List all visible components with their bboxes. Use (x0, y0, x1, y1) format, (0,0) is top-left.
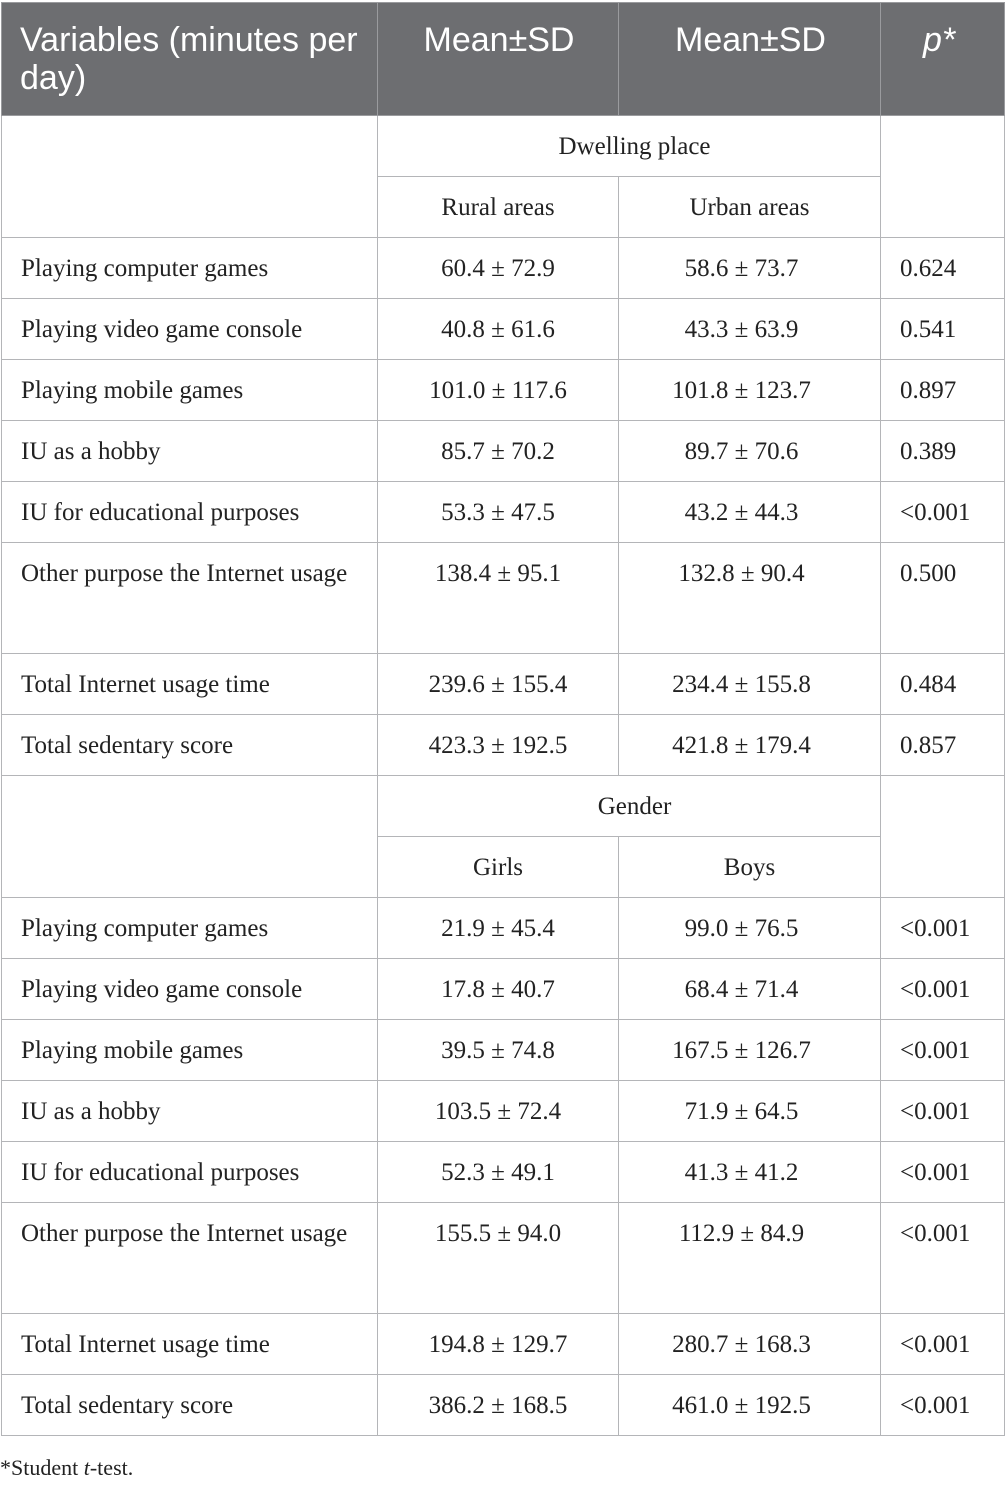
footnote-italic: t (83, 1455, 90, 1480)
subgroup-rural: Rural areas (378, 177, 619, 238)
table-row (2, 543, 1005, 654)
row-value-b: 421.8 ± 179.4 (619, 715, 881, 776)
subgroup-girls: Girls (378, 837, 619, 898)
row-label: Total Internet usage time (2, 1314, 378, 1375)
row-value-a: 194.8 ± 129.7 (378, 1314, 619, 1375)
group-header-row (2, 116, 1005, 177)
row-label: Playing mobile games (2, 1020, 378, 1081)
table-row (2, 1020, 1005, 1081)
row-label: IU as a hobby (2, 1081, 378, 1142)
table-row (2, 1081, 1005, 1142)
row-value-a: 155.5 ± 94.0 (378, 1203, 619, 1314)
row-value-b: 167.5 ± 126.7 (619, 1020, 881, 1081)
header-mean-sd-1: Mean±SD (378, 3, 619, 116)
header-p-value: p* (881, 3, 1005, 116)
row-p-value: <0.001 (881, 1142, 1005, 1203)
row-p-value: 0.484 (881, 654, 1005, 715)
row-label: Playing video game console (2, 299, 378, 360)
row-value-b: 43.3 ± 63.9 (619, 299, 881, 360)
row-value-a: 40.8 ± 61.6 (378, 299, 619, 360)
table-row (2, 238, 1005, 299)
footnote-prefix: *Student (0, 1455, 84, 1480)
results-table (1, 2, 1005, 1436)
row-value-b: 280.7 ± 168.3 (619, 1314, 881, 1375)
row-value-a: 17.8 ± 40.7 (378, 959, 619, 1020)
row-p-value: <0.001 (881, 1203, 1005, 1314)
subgroup-urban: Urban areas (619, 177, 881, 238)
row-label: IU for educational purposes (2, 1142, 378, 1203)
row-value-b: 89.7 ± 70.6 (619, 421, 881, 482)
row-p-value: 0.541 (881, 299, 1005, 360)
table-row (2, 898, 1005, 959)
row-value-b: 43.2 ± 44.3 (619, 482, 881, 543)
row-value-b: 112.9 ± 84.9 (619, 1203, 881, 1314)
row-p-value: <0.001 (881, 1314, 1005, 1375)
row-value-a: 21.9 ± 45.4 (378, 898, 619, 959)
row-value-b: 234.4 ± 155.8 (619, 654, 881, 715)
row-p-value: <0.001 (881, 1020, 1005, 1081)
empty-cell (2, 776, 378, 898)
table-row (2, 1375, 1005, 1436)
row-label: Total Internet usage time (2, 654, 378, 715)
table-row (2, 1203, 1005, 1314)
row-value-b: 99.0 ± 76.5 (619, 898, 881, 959)
footnote-suffix: -test. (89, 1455, 134, 1480)
table-row (2, 482, 1005, 543)
row-value-a: 52.3 ± 49.1 (378, 1142, 619, 1203)
row-label: IU as a hobby (2, 421, 378, 482)
row-label: Playing mobile games (2, 360, 378, 421)
row-value-b: 132.8 ± 90.4 (619, 543, 881, 654)
row-value-b: 71.9 ± 64.5 (619, 1081, 881, 1142)
empty-cell (881, 116, 1005, 238)
row-value-a: 386.2 ± 168.5 (378, 1375, 619, 1436)
row-value-a: 53.3 ± 47.5 (378, 482, 619, 543)
row-value-b: 58.6 ± 73.7 (619, 238, 881, 299)
row-p-value: 0.389 (881, 421, 1005, 482)
table-row (2, 959, 1005, 1020)
row-label: Other purpose the Internet usage (2, 543, 378, 654)
row-value-a: 239.6 ± 155.4 (378, 654, 619, 715)
header-mean-sd-2: Mean±SD (619, 3, 881, 116)
row-p-value: 0.897 (881, 360, 1005, 421)
group-label-dwelling: Dwelling place (378, 116, 881, 177)
table-row (2, 1142, 1005, 1203)
row-label: IU for educational purposes (2, 482, 378, 543)
header-row (2, 3, 1005, 116)
row-label: Playing computer games (2, 898, 378, 959)
row-value-a: 39.5 ± 74.8 (378, 1020, 619, 1081)
row-value-b: 461.0 ± 192.5 (619, 1375, 881, 1436)
row-p-value: 0.500 (881, 543, 1005, 654)
row-value-b: 101.8 ± 123.7 (619, 360, 881, 421)
row-p-value: <0.001 (881, 898, 1005, 959)
row-value-b: 68.4 ± 71.4 (619, 959, 881, 1020)
row-value-a: 85.7 ± 70.2 (378, 421, 619, 482)
row-p-value: 0.857 (881, 715, 1005, 776)
row-value-a: 101.0 ± 117.6 (378, 360, 619, 421)
row-value-b: 41.3 ± 41.2 (619, 1142, 881, 1203)
empty-cell (2, 116, 378, 238)
subgroup-boys: Boys (619, 837, 881, 898)
group-label-gender: Gender (378, 776, 881, 837)
row-label: Playing computer games (2, 238, 378, 299)
group-header-row (2, 776, 1005, 837)
row-value-a: 423.3 ± 192.5 (378, 715, 619, 776)
table-footnote (0, 1455, 133, 1481)
row-value-a: 103.5 ± 72.4 (378, 1081, 619, 1142)
row-p-value: <0.001 (881, 1081, 1005, 1142)
table-row (2, 421, 1005, 482)
row-p-value: <0.001 (881, 482, 1005, 543)
row-label: Total sedentary score (2, 715, 378, 776)
table-row (2, 299, 1005, 360)
row-p-value: <0.001 (881, 1375, 1005, 1436)
row-value-a: 138.4 ± 95.1 (378, 543, 619, 654)
table-row (2, 360, 1005, 421)
row-label: Playing video game console (2, 959, 378, 1020)
row-p-value: 0.624 (881, 238, 1005, 299)
header-variables: Variables (minutes per day) (2, 3, 378, 116)
empty-cell (881, 776, 1005, 898)
row-label: Total sedentary score (2, 1375, 378, 1436)
row-p-value: <0.001 (881, 959, 1005, 1020)
table-row (2, 1314, 1005, 1375)
row-label: Other purpose the Internet usage (2, 1203, 378, 1314)
row-value-a: 60.4 ± 72.9 (378, 238, 619, 299)
table-row (2, 654, 1005, 715)
table-row (2, 715, 1005, 776)
